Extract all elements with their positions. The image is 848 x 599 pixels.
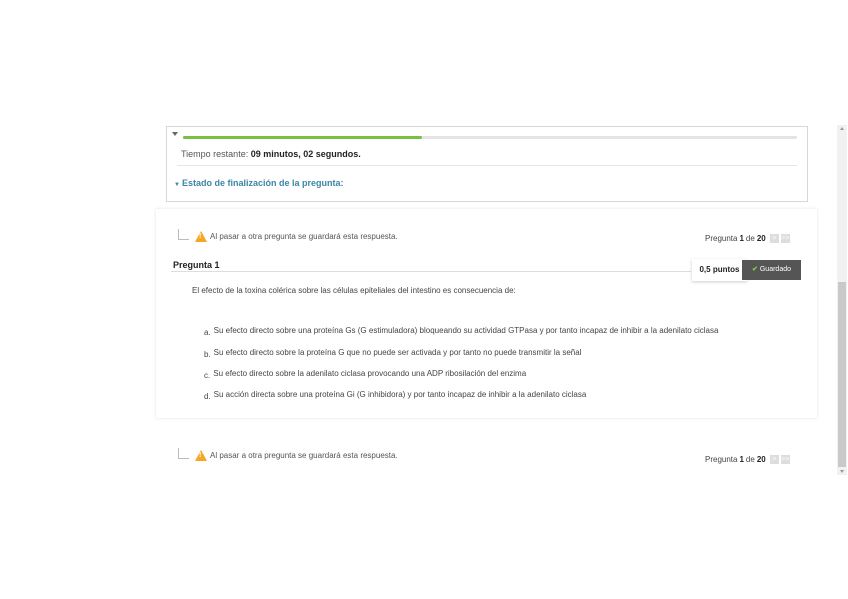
timer-panel (166, 126, 808, 202)
navigation-warning-text: Al pasar a otra pregunta se guardará esta respuesta. (210, 232, 398, 241)
points-badge: 0,5 puntos (692, 259, 747, 281)
counter-total: 20 (756, 455, 766, 464)
option-letter: b. (204, 350, 211, 359)
chevron-down-icon: ▼ (174, 182, 180, 188)
warning-icon (195, 450, 207, 461)
counter-prefix: Pregunta (705, 234, 738, 243)
time-remaining-label: Tiempo restante: (181, 149, 249, 159)
next-question-button[interactable]: > (770, 234, 779, 243)
counter-total: 20 (756, 234, 766, 243)
time-remaining (181, 149, 361, 159)
divider (177, 165, 797, 166)
bottom-navigation (178, 450, 800, 466)
time-remaining-value: 09 minutos, 02 segundos. (250, 149, 361, 159)
navigation-warning (178, 450, 398, 461)
option-text: Su efecto directo sobre una proteína Gs (G estimuladora) bloqueando su actividad GTPasa y por tanto incapaz de inhibir a la adenilato ciclasa (213, 326, 719, 335)
completion-status-toggle[interactable] (174, 178, 343, 188)
counter-separator: de (745, 234, 755, 243)
question-counter (705, 455, 790, 464)
scrollbar-thumb[interactable] (838, 282, 846, 467)
question-title: Pregunta 1 (173, 260, 220, 270)
answer-option-a[interactable] (204, 326, 718, 335)
counter-current: 1 (739, 455, 744, 464)
option-text: Su acción directa sobre una proteína Gi (G inhibidora) y por tanto incapaz de inhibir a la adenilato ciclasa (213, 390, 587, 399)
timer-progress-fill (183, 136, 422, 139)
last-question-button[interactable]: >> (781, 235, 790, 242)
option-letter: c. (204, 371, 211, 380)
counter-separator: de (745, 455, 755, 464)
collapse-toggle-icon[interactable] (172, 132, 178, 136)
answer-option-c[interactable] (204, 369, 526, 378)
return-arrow-icon (178, 229, 189, 240)
scroll-down-icon[interactable] (840, 470, 844, 473)
question-card (156, 209, 817, 418)
last-question-button[interactable]: >> (781, 456, 790, 463)
completion-status-label: Estado de finalización de la pregunta: (181, 178, 344, 188)
counter-prefix: Pregunta (705, 455, 738, 464)
option-text: Su efecto directo sobre la adenilato ciclasa provocando una ADP ribosilación del enzima (213, 369, 527, 378)
saved-label: Guardado (759, 266, 791, 273)
warning-icon (195, 231, 207, 242)
option-letter: a. (204, 328, 211, 337)
divider (171, 271, 691, 272)
navigation-warning-text: Al pasar a otra pregunta se guardará esta respuesta. (210, 451, 398, 460)
counter-current: 1 (739, 234, 744, 243)
timer-progress-bar (183, 136, 797, 139)
question-text: El efecto de la toxina colérica sobre las células epiteliales del intestino es consecuencia de: (192, 286, 516, 295)
return-arrow-icon (178, 448, 189, 459)
check-icon: ✔ (751, 266, 758, 273)
saved-status-button (742, 260, 801, 280)
navigation-warning (178, 231, 398, 242)
next-question-button[interactable]: > (770, 455, 779, 464)
option-text: Su efecto directo sobre la proteína G que no puede ser activada y por tanto no puede transmitir la señal (213, 348, 582, 357)
answer-option-d[interactable] (204, 390, 586, 399)
scroll-up-icon[interactable] (840, 127, 844, 130)
vertical-scrollbar[interactable] (837, 125, 847, 475)
question-counter (705, 234, 790, 243)
option-letter: d. (204, 392, 211, 401)
answer-option-b[interactable] (204, 348, 581, 357)
